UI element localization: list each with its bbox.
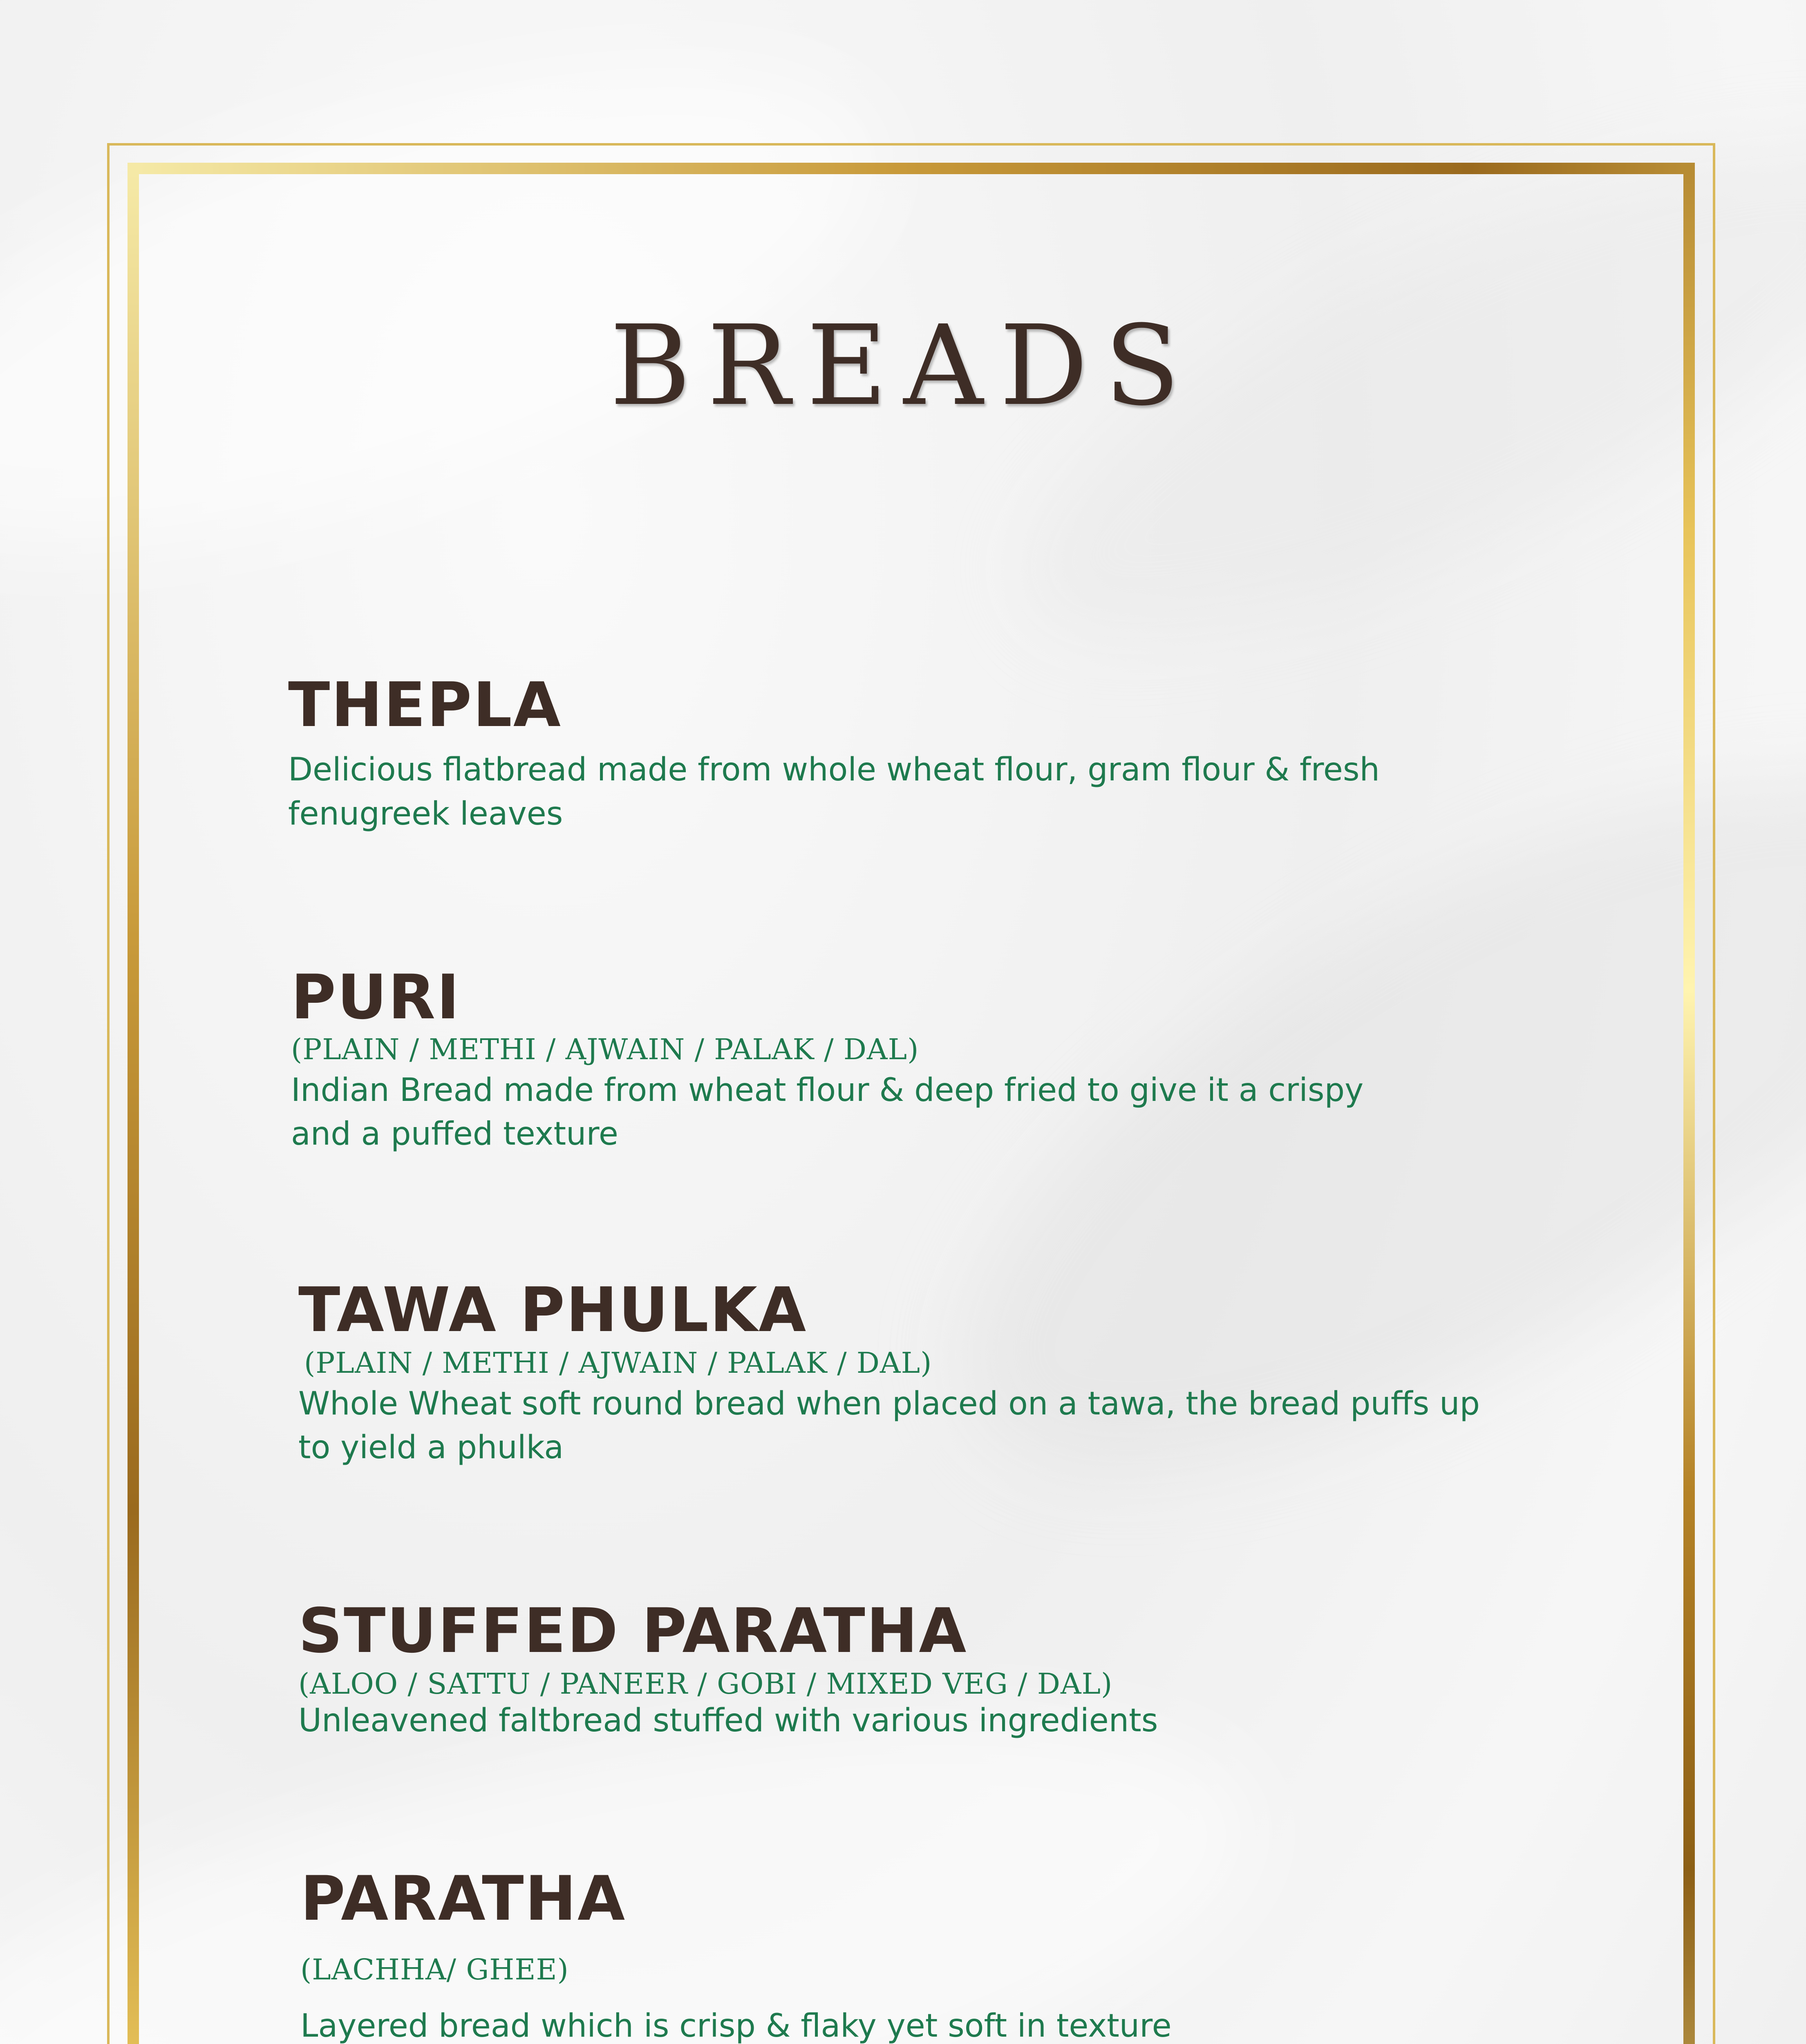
item-name: STUFFED PARATHA [298, 1596, 968, 1667]
item-description: Delicious flatbread made from whole wheat flour, gram flour & fresh fenugreek leaves [288, 751, 1380, 832]
item-name: PARATHA [300, 1863, 627, 1934]
item-variants: (ALOO / SATTU / PANEER / GOBI / MIXED VEG / DAL) [298, 1667, 1113, 1701]
item-variants: (PLAIN / METHI / AJWAIN / PALAK / DAL) [291, 1033, 919, 1066]
menu-item-puri [291, 962, 1517, 1156]
item-variants: (LACHHA/ GHEE) [300, 1953, 569, 1986]
item-description: Layered bread which is crisp & flaky yet soft in texture [300, 2007, 1172, 2044]
menu-item-paratha [300, 1863, 1526, 2044]
item-variants: (PLAIN / METHI / AJWAIN / PALAK / DAL) [304, 1346, 932, 1380]
item-name: THEPLA [288, 670, 562, 741]
item-description: Unleavened faltbread stuffed with various ingredients [298, 1702, 1158, 1739]
menu-item-stuffed-paratha [298, 1596, 1524, 1743]
page-title: BREADS [609, 301, 1197, 430]
item-description: Whole Wheat soft round bread when placed on a tawa, the bread puffs up to yield a phulka [298, 1385, 1480, 1466]
menu-item-tawa-phulka [298, 1275, 1524, 1470]
menu-item-thepla [288, 670, 1514, 836]
item-name: PURI [291, 962, 461, 1033]
item-name: TAWA PHULKA [298, 1275, 808, 1346]
item-description: Indian Bread made from wheat flour & deep fried to give it a crispy and a puffed texture [291, 1071, 1364, 1153]
